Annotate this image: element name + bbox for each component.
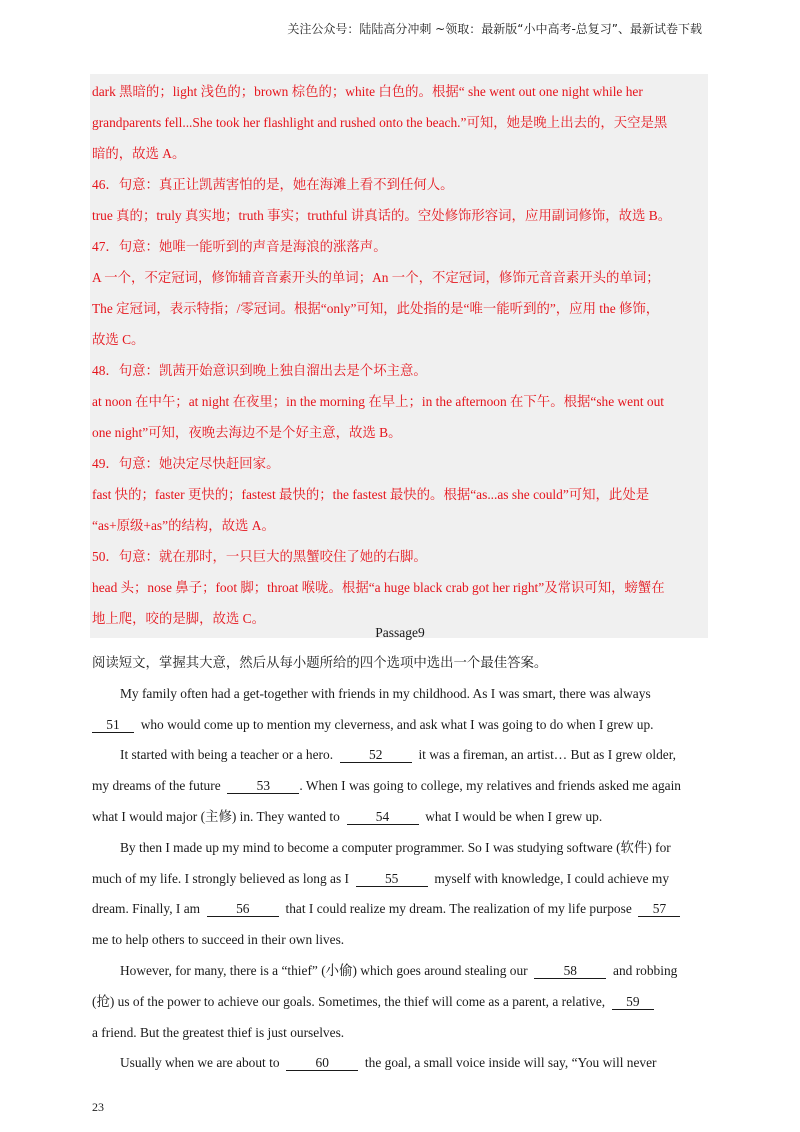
passage-text: It started with being a teacher or a hero.: [120, 747, 340, 763]
answer-line: 47．句意：她唯一能听到的声音是海浪的涨落声。: [92, 239, 387, 254]
passage-text: . When I was going to college, my relatives and friends asked me again: [299, 778, 681, 794]
answer-line: The 定冠词，表示特指；/零冠词。根据“only”可知，此处指的是“唯一能听到的”，应用 the 修饰，: [92, 301, 660, 316]
passage-line: [92, 894, 710, 925]
answer-line: at noon 在中午；at night 在夜里；in the morning 在早上；in the afternoon 在下午。根据“she went out: [92, 394, 665, 409]
answer-line: 50．句意：就在那时，一只巨大的黑蟹咬住了她的右脚。: [92, 549, 427, 564]
answer-line: A 一个，不定冠词，修饰辅音音素开头的单词；An 一个，不定冠词，修饰元音音素开头的单词；: [92, 270, 660, 285]
answer-blank: 58: [534, 963, 606, 979]
answer-line: true 真的；truly 真实地；truth 事实；truthful 讲真话的。空处修饰形容词，应用副词修饰，故选 B。: [92, 208, 672, 223]
answer-blank: 57: [638, 901, 680, 917]
passage-text: my dreams of the future: [92, 778, 228, 794]
passage-line: [92, 1018, 710, 1049]
answer-blank: 52: [340, 747, 412, 763]
passage-text: However, for many, there is a “thief” (小偷) which goes around stealing our: [120, 962, 535, 978]
answer-line: 46．句意：真正让凯茜害怕的是，她在海滩上看不到任何人。: [92, 177, 454, 192]
passage-line: [92, 1048, 710, 1079]
passage-title: Passage9: [375, 625, 425, 640]
passage-line: [92, 925, 710, 956]
answer-blank: 56: [207, 901, 279, 917]
answer-line: head 头；nose 鼻子；foot 脚；throat 喉咙。根据“a huge black crab got her right”及常识可知，螃蟹在: [92, 580, 665, 595]
passage-text: much of my life. I strongly believed as long as I: [92, 870, 356, 886]
passage-text: By then I made up my mind to become a computer programmer. So I was studying software (软件) for: [120, 839, 671, 855]
answer-line: fast 快的；faster 更快的；fastest 最快的；the fastest 最快的。根据“as...as she could”可知，此处是: [92, 487, 650, 502]
passage-text: me to help others to succeed in their own lives.: [92, 932, 345, 948]
passage-text: and robbing: [606, 962, 678, 978]
page-number: 23: [92, 1100, 104, 1114]
passage-text: what I would major (主修) in. They wanted to: [92, 808, 347, 824]
answer-blank: 59: [612, 994, 654, 1010]
passage-line: [92, 771, 710, 802]
passage-text: the goal, a small voice inside will say, “You will never: [358, 1055, 657, 1071]
answer-explanation-block: [90, 74, 708, 638]
passage-text: dream. Finally, I am: [92, 901, 207, 917]
passage-line: [92, 679, 710, 710]
answer-line: 49．句意：她决定尽快赶回家。: [92, 456, 280, 471]
passage-line: [92, 987, 710, 1018]
answer-line: 暗的，故选 A。: [92, 146, 186, 161]
passage-text: who would come up to mention my cleverness, and ask what I was going to do when I grew up.: [134, 716, 654, 732]
answer-line: “as+原级+as”的结构，故选 A。: [92, 518, 275, 533]
answer-line: 48．句意：凯茜开始意识到晚上独自溜出去是个坏主意。: [92, 363, 427, 378]
passage-text: myself with knowledge, I could achieve my: [427, 870, 670, 886]
passage-line: [92, 956, 710, 987]
answer-blank: 54: [347, 809, 419, 825]
answer-line: 故选 C。: [92, 332, 145, 347]
answer-line: grandparents fell...She took her flashlight and rushed onto the beach.”可知，她是晚上出去的，天空是黑: [92, 115, 668, 130]
page-header: 关注公众号：陆陆高分冲刺 ~领取：最新版“小中高考-总复习”、最新试卷下载: [287, 22, 702, 36]
passage-instruction: 阅读短文，掌握其大意，然后从每小题所给的四个选项中选出一个最佳答案。: [92, 655, 548, 670]
passage-line: [92, 833, 710, 864]
answer-line: one night”可知，夜晚去海边不是个好主意，故选 B。: [92, 425, 402, 440]
passage-text: it was a fireman, an artist… But as I grew older,: [411, 747, 676, 763]
answer-line: 地上爬，咬的是脚，故选 C。: [92, 611, 265, 626]
answer-blank: 55: [356, 871, 428, 887]
passage-text: My family often had a get-together with friends in my childhood. As I was smart, there was always: [120, 685, 651, 701]
answer-blank: 60: [286, 1055, 358, 1071]
passage-text: (抢) us of the power to achieve our goals. Sometimes, the thief will come as a parent, a relative,: [92, 993, 612, 1009]
passage-text: Usually when we are about to: [120, 1055, 287, 1071]
passage-body: [92, 648, 710, 1079]
passage-line: [92, 740, 710, 771]
passage-text: that I could realize my dream. The realization of my life purpose: [278, 901, 639, 917]
answer-blank: 51: [92, 717, 134, 733]
passage-text: a friend. But the greatest thief is just ourselves.: [92, 1024, 345, 1040]
passage-text: what I would be when I grew up.: [418, 808, 603, 824]
answer-line: dark 黑暗的；light 浅色的；brown 棕色的；white 白色的。根据“ she went out one night while her: [92, 84, 643, 99]
passage-line: [92, 864, 710, 895]
passage-line: [92, 802, 710, 833]
answer-blank: 53: [227, 778, 299, 794]
passage-line: [92, 710, 710, 741]
